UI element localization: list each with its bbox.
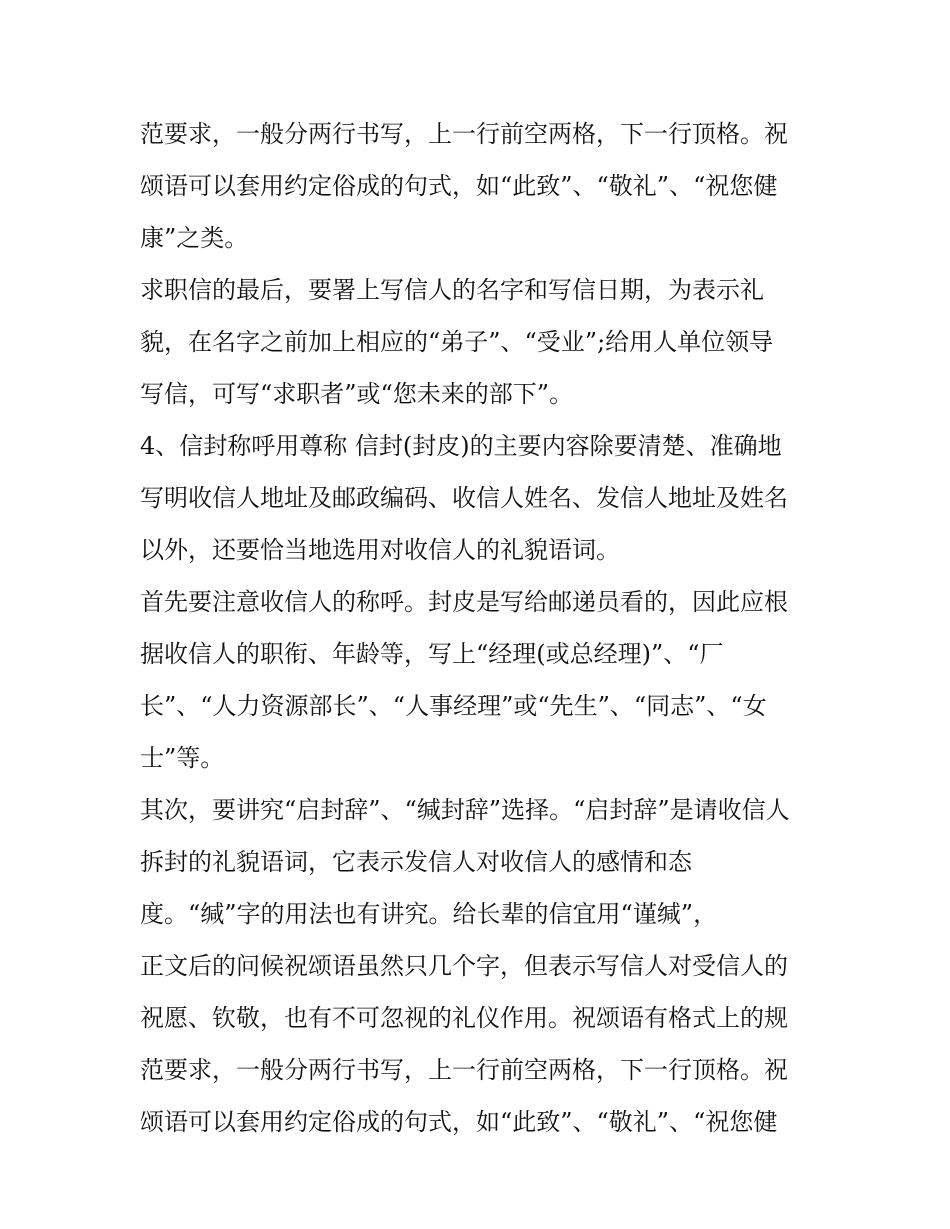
text-line: 貌，在名字之前加上相应的“弟子”、“受业”;给用人单位领导 (140, 328, 774, 356)
text-line: 求职信的最后，要署上写信人的名字和写信日期，为表示礼 (140, 276, 764, 304)
text-line: 其次，要讲究“启封辞”、“缄封辞”选择。“启封辞”是请收信人 (140, 796, 790, 824)
text-line: 写明收信人地址及邮政编码、收信人姓名、发信人地址及姓名 (140, 484, 788, 512)
text-line: 范要求，一般分两行书写，上一行前空两格，下一行顶格。祝 (140, 120, 788, 148)
text-line: 范要求，一般分两行书写，上一行前空两格，下一行顶格。祝 (140, 1056, 788, 1084)
text-line: 祝愿、钦敬，也有不可忽视的礼仪作用。祝颂语有格式上的规 (140, 1004, 788, 1032)
text-line: 颂语可以套用约定俗成的句式，如“此致”、“敬礼”、“祝您健 (140, 172, 778, 200)
text-line: 度。“缄”字的用法也有讲究。给长辈的信宜用“谨缄”， (140, 900, 718, 928)
text-line: 颂语可以套用约定俗成的句式，如“此致”、“敬礼”、“祝您健 (140, 1108, 778, 1136)
text-line: 写信，可写“求职者”或“您未来的部下”。 (140, 380, 574, 408)
text-line: 正文后的问候祝颂语虽然只几个字，但表示写信人对受信人的 (140, 952, 788, 980)
text-line: 首先要注意收信人的称呼。封皮是写给邮递员看的，因此应根 (140, 588, 788, 616)
text-line: 拆封的礼貌语词，它表示发信人对收信人的感情和态 (140, 848, 692, 876)
body-text (140, 108, 820, 1148)
text-line: 4、信封称呼用尊称 信封(封皮)的主要内容除要清楚、准确地 (140, 432, 782, 460)
text-line: 据收信人的职衔、年龄等，写上“经理(或总经理)”、“厂 (140, 640, 724, 668)
text-line: 士”等。 (140, 744, 225, 772)
text-line: 以外，还要恰当地选用对收信人的礼貌语词。 (140, 536, 620, 564)
text-line: 长”、“人力资源部长”、“人事经理”或“先生”、“同志”、“女 (140, 692, 767, 720)
text-line: 康”之类。 (140, 224, 249, 252)
